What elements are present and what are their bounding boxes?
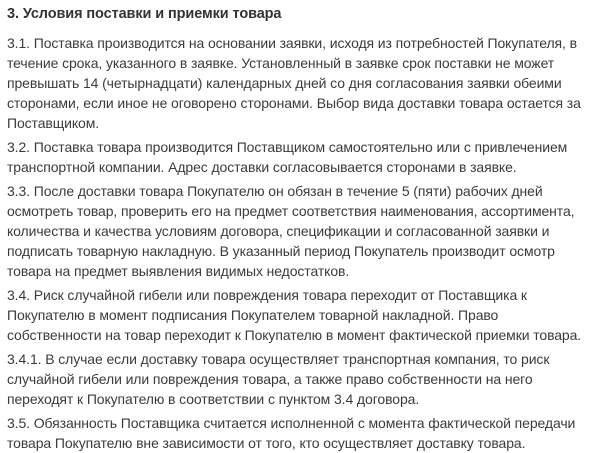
- clause-3-4: 3.4. Риск случайной гибели или повреждения товара переходит от Поставщика к Покупателю в момент подписания Покупателем товарной накладной. Право собственности на товар переходит к Покупателю в момент фактической приемки товара.: [7, 287, 582, 343]
- clause-3-4-1: 3.4.1. В случае если доставку товара осуществляет транспортная компания, то риск случайной гибели или повреждения товара, а также право собственности на него переходят к Покупателю в соответствии с пунктом 3.4 договора.: [7, 351, 550, 407]
- section-heading: 3. Условия поставки и приемки товара: [7, 6, 282, 22]
- clause-3-5: 3.5. Обязанность Поставщика считается исполненной с момента фактической передачи товара Покупателю вне зависимости от того, кто осуществляет доставку товара.: [7, 415, 576, 451]
- clause-3-1: 3.1. Поставка производится на основании заявки, исходя из потребностей Покупателя, в течение срока, указанного в заявке. Установленный в заявке срок поставки не может превышать 14 (четырнадцати) календарных дней со дня согласования заявки обеими сторонами, если иное не оговорено сторонами. Выбор вида доставки товара остается за Поставщиком.: [7, 35, 581, 131]
- clause-3-2: 3.2. Поставка товара производится Поставщиком самостоятельно или с привлечением транспортной компании. Адрес доставки согласовывается сторонами в заявке.: [7, 139, 568, 175]
- clause-3-3: 3.3. После доставки товара Покупателю он обязан в течение 5 (пяти) рабочих дней осмотреть товар, проверить его на предмет соответствия наименования, ассортимента, количества и качества условиям договора, спецификации и согласованной заявки и подписать товарную накладную. В указанный период Покупатель производит осмотр товара на предмет выявления видимых недостатков.: [7, 183, 575, 279]
